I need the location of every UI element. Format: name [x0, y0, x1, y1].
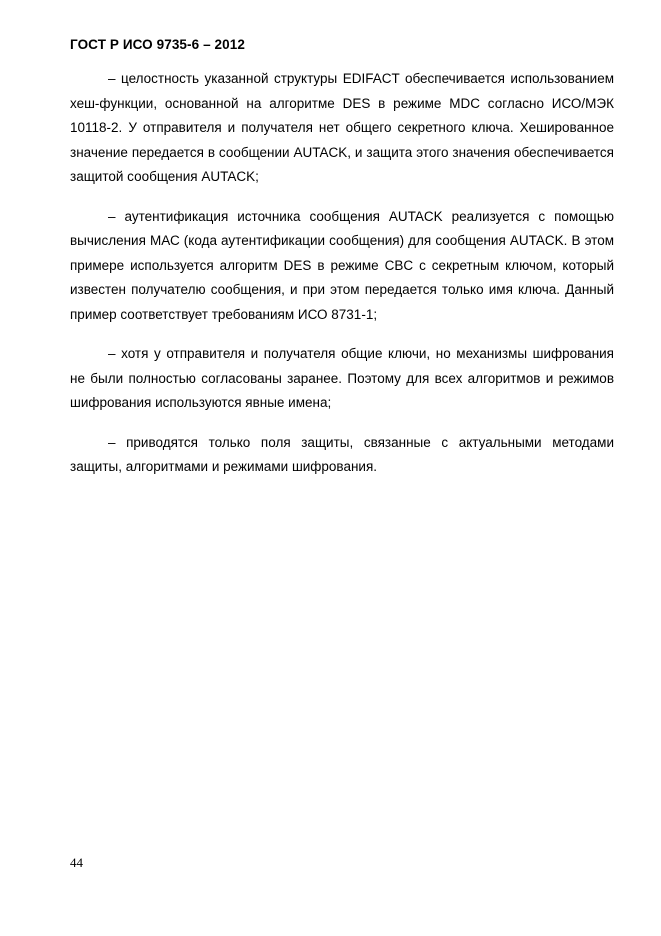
paragraph-security-fields: – приводятся только поля защиты, связанные с актуальными методами защиты, алгоритмами и режимами шифрования. [70, 434, 614, 474]
page-number: 44 [70, 855, 83, 870]
paragraph-shared-keys: – хотя у отправителя и получателя общие ключи, но механизмы шифрования не были полностью согласованы заранее. Поэтому для всех алгоритмов и режимов шифрования используются явные имена; [70, 346, 614, 410]
paragraph-integrity: – целостность указанной структуры EDIFACT обеспечивается использованием хеш-функции, основанной на алгоритме DES в режиме MDC согласно ИСО/МЭК 10118-2. У отправителя и получателя нет общего секретного ключа. Хешированное значение передается в сообщении AUTACK, и защита этого значения обеспечивается защитой сообщения AUTACK; [70, 71, 614, 184]
document-body [70, 67, 614, 495]
document-header: ГОСТ Р ИСО 9735-6 – 2012 [70, 37, 245, 52]
paragraph-authentication: – аутентификация источника сообщения AUTACK реализуется с помощью вычисления МАС (кода аутентификации сообщения) для сообщения AUTACK. В этом примере используется алгоритм DES в режиме CBC с секретным ключом, который известен получателю сообщения, и при этом передается только имя ключа. Данный пример соответствует требованиям ИСО 8731-1; [70, 208, 614, 322]
